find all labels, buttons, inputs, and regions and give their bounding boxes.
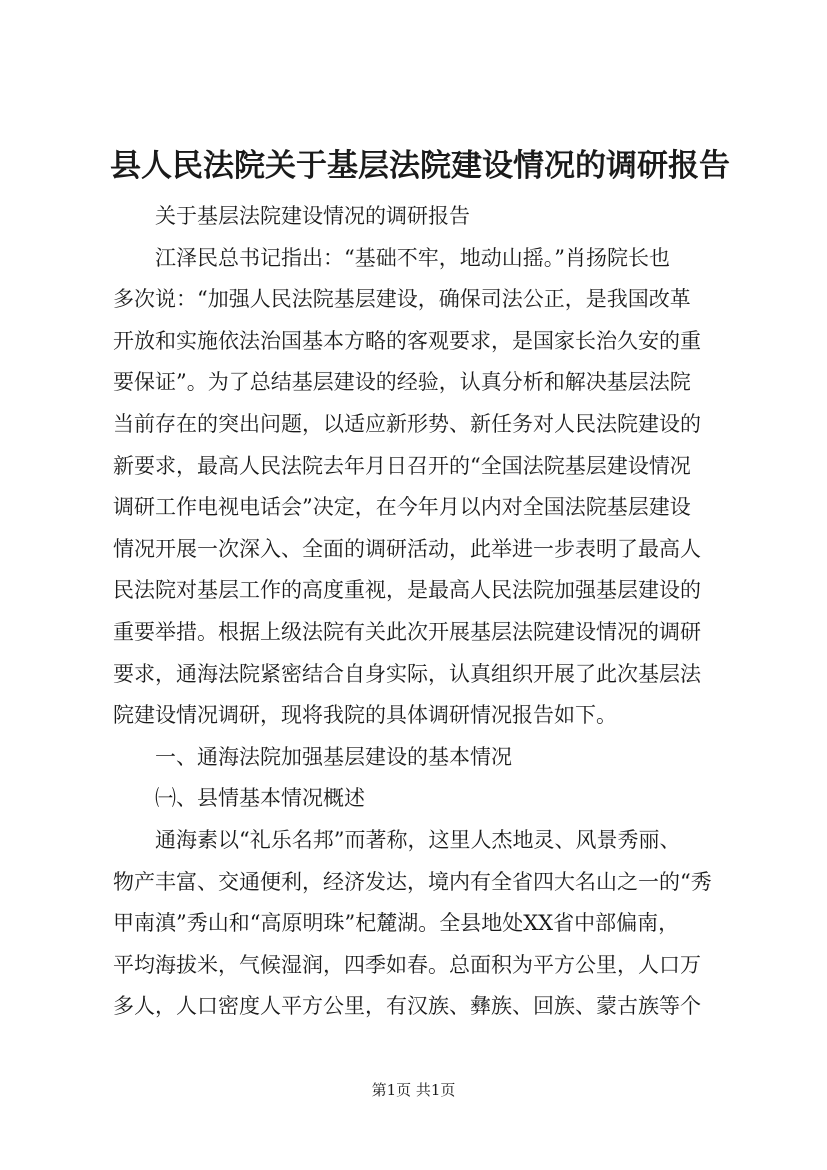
document-body [113,196,725,1028]
text-line: 江泽民总书记指出：“基础不牢，地动山摇。”肖扬院长也 [155,245,670,270]
text-line: 多人，人口密度人平方公里，有汉族、彝族、回族、蒙古族等个 [113,994,701,1019]
paragraph-intro [113,238,725,737]
text-line: 多次说：“加强人民法院基层建设，确保司法公正，是我国改革 [113,287,691,312]
subsection-heading [113,778,725,820]
text-line: 重要举措。根据上级法院有关此次开展基层法院建设情况的调研 [113,619,701,644]
document-title: 县人民法院关于基层法院建设情况的调研报告 [110,148,730,184]
paragraph-county-overview [113,820,725,1028]
section-heading [113,737,725,779]
text-line: 通海素以“礼乐名邦”而著称，这里人杰地灵、风景秀丽、 [155,827,681,852]
text-line: 甲南滇”秀山和“高原明珠”杞麓湖。全县地处XX省中部偏南， [113,911,680,936]
text-line: 当前存在的突出问题，以适应新形势、新任务对人民法院建设的 [113,411,701,436]
text-line: 新要求，最高人民法院去年月日召开的“全国法院基层建设情况 [113,453,691,478]
text-line: 物产丰富、交通便利，经济发达，境内有全省四大名山之一的“秀 [113,869,712,894]
text-line: 院建设情况调研，现将我院的具体调研情况报告如下。 [113,703,617,728]
text-line: 民法院对基层工作的高度重视，是最高人民法院加强基层建设的 [113,578,701,603]
text-line: 平均海拔米，气候湿润，四季如春。总面积为平方公里，人口万 [113,952,701,977]
text-line: 情况开展一次深入、全面的调研活动，此举进一步表明了最高人 [113,536,701,561]
text-line: 一、通海法院加强基层建设的基本情况 [155,744,512,769]
text-line: 要求，通海法院紧密结合自身实际，认真组织开展了此次基层法 [113,661,701,686]
text-line: 开放和实施依法治国基本方略的客观要求，是国家长治久安的重 [113,328,701,353]
paragraph-subtitle [113,196,725,238]
text-line: 调研工作电视电话会”决定，在今年月以内对全国法院基层建设 [113,495,691,520]
text-line: 关于基层法院建设情况的调研报告 [155,204,470,228]
text-line: ㈠、县情基本情况概述 [155,786,365,811]
text-line: 要保证”。为了总结基层建设的经验，认真分析和解决基层法院 [113,370,691,395]
page-number: 第1页 共1页 [371,1081,456,1099]
